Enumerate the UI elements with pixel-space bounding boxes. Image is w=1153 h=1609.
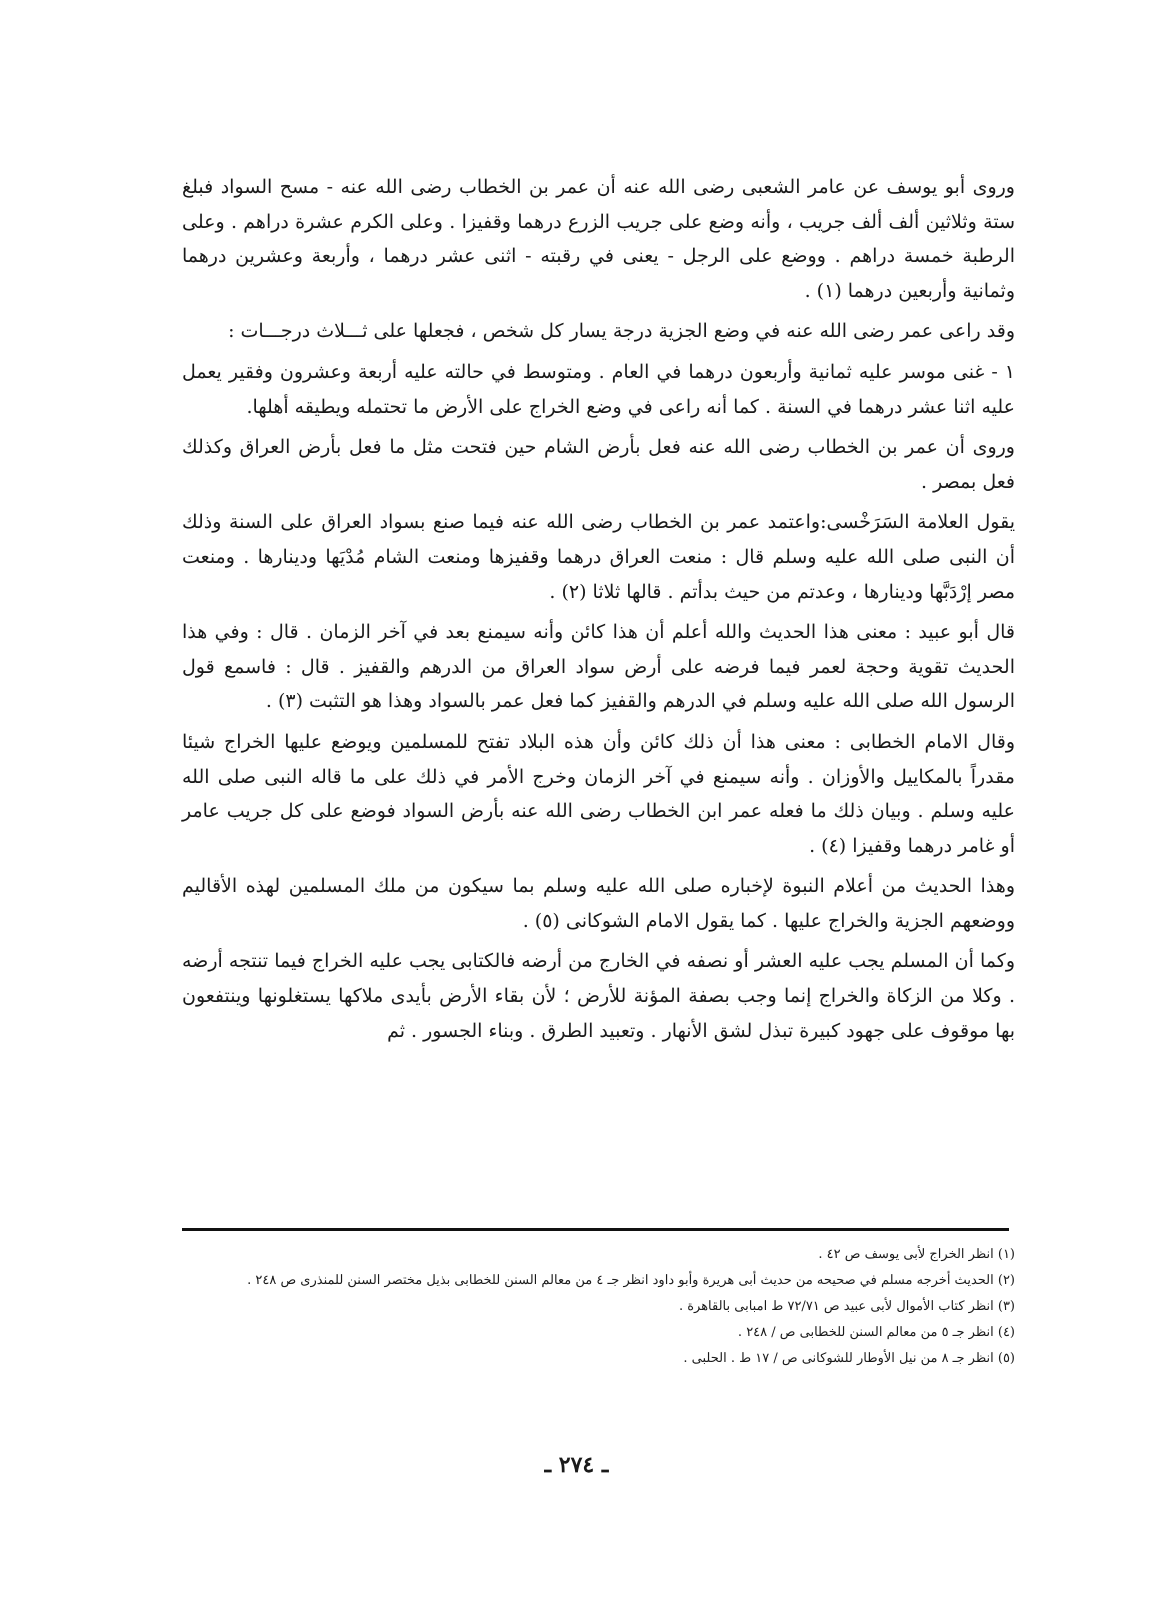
- paragraph-4: وروى أن عمر بن الخطاب رضى الله عنه فعل بأرض الشام حين فتحت مثل ما فعل بأرض العراق وكذلك فعل بمصر .: [182, 436, 1015, 493]
- footnote-divider: [182, 1228, 1009, 1231]
- footnote-3: (٣) انظر كتاب الأموال لأبى عبيد ص ٧٢/٧١ ط امبابى بالقاهرة .: [678, 1299, 1015, 1314]
- paragraph-9: وكما أن المسلم يجب عليه العشر أو نصفه في الخارج من أرضه فالكتابى يجب عليه الخراج فيما تنتجه أرضه . وكلا من الزكاة والخراج إنما وجب بصفة المؤنة للأرض ؛ لأن بقاء الأرض بأيدى ملاكها يستغلونها وينتفعون بها موقوف على جهود كبيرة تبذل لشق الأنهار . وتعبيد الطرق . وبناء الجسور . ثم: [182, 950, 1015, 1042]
- footnote-1: (١) انظر الخراج لأبى يوسف ص ٤٢ .: [818, 1247, 1015, 1262]
- paragraph-2: وقد راعى عمر رضى الله عنه في وضع الجزية درجة يسار كل شخص ، فجعلها على ثـــلاث درجـــات :: [228, 320, 1015, 343]
- footnote-5: (٥) انظر جـ ٨ من نيل الأوطار للشوكانى ص / ١٧ ط . الحلبى .: [683, 1351, 1015, 1366]
- paragraph-6: قال أبو عبيد : معنى هذا الحديث والله أعلم أن هذا كائن وأنه سيمنع بعد في آخر الزمان . قال : وفي هذا الحديث تقوية وحجة لعمر فيما فرضه على أرض سواد العراق من الدرهم والقفيز . قال : فاسمع قول الرسول الله صلى الله عليه وسلم في الدرهم والقفيز كما فعل عمر بالسواد وهذا هو التثبت (٣) .: [182, 621, 1015, 713]
- main-text: [182, 170, 1015, 1054]
- footnote-2: (٢) الحديث أخرجه مسلم في صحيحه من حديث أبى هريرة وأبو داود انظر جـ ٤ من معالم السنن للخطابى بذيل مختصر السنن للمنذرى ص ٢٤٨ .: [247, 1273, 1015, 1288]
- paragraph-5: يقول العلامة السَرَخْسى:واعتمد عمر بن الخطاب رضى الله عنه فيما صنع بسواد العراق على السنة وذلك أن النبى صلى الله عليه وسلم قال : منعت العراق درهما وقفيزها ومنعت الشام مُدْيَها ودينارها . ومنعت مصر إرْدَبَّها ودينارها ، وعدتم من حيث بدأتم . قالها ثلاثا (٢) .: [182, 511, 1015, 603]
- paragraph-3: ١ - غنى موسر عليه ثمانية وأربعون درهما في العام . ومتوسط في حالته عليه أربعة وعشرون وفقير يعمل عليه اثنا عشر درهما في السنة . كما أنه راعى في وضع الخراج على الأرض ما تحتمله ويطيقه أهلها.: [182, 360, 1015, 418]
- paragraph-1: وروى أبو يوسف عن عامر الشعبى رضى الله عنه أن عمر بن الخطاب رضى الله عنه - مسح السواد فبلغ ستة وثلاثين ألف ألف جريب ، وأنه وضع على جريب الزرع درهما وقفيزا . وعلى الكرم عشرة دراهم . وعلى الرطبة خمسة دراهم . ووضع على الرجل - يعنى في رقبته - اثنى عشر درهما ، وأربعة وعشرين درهما وثمانية وأربعين درهما (١) .: [182, 176, 1015, 302]
- paragraph-8: وهذا الحديث من أعلام النبوة لإخباره صلى الله عليه وسلم بما سيكون من ملك المسلمين لهذه الأقاليم ووضعهم الجزية والخراج عليها . كما يقول الامام الشوكانى (٥) .: [182, 875, 1015, 932]
- paragraph-7: وقال الامام الخطابى : معنى هذا أن ذلك كائن وأن هذه البلاد تفتح للمسلمين ويوضع عليها الخراج شيئا مقدراً بالمكاييل والأوزان . وأنه سيمنع في آخر الزمان وخرج الأمر في ذلك على ما قاله النبى صلى الله عليه وسلم . وبيان ذلك ما فعله عمر ابن الخطاب رضى الله عنه بأرض السواد فوضع على كل جريب عامر أو غامر درهما وقفيزا (٤) .: [182, 730, 1015, 857]
- footnotes: [182, 1242, 1015, 1372]
- footnote-4: (٤) انظر جـ ٥ من معالم السنن للخطابى ص / ٢٤٨ .: [737, 1325, 1015, 1340]
- page-number: ـ ٢٧٤ ـ: [544, 1452, 609, 1478]
